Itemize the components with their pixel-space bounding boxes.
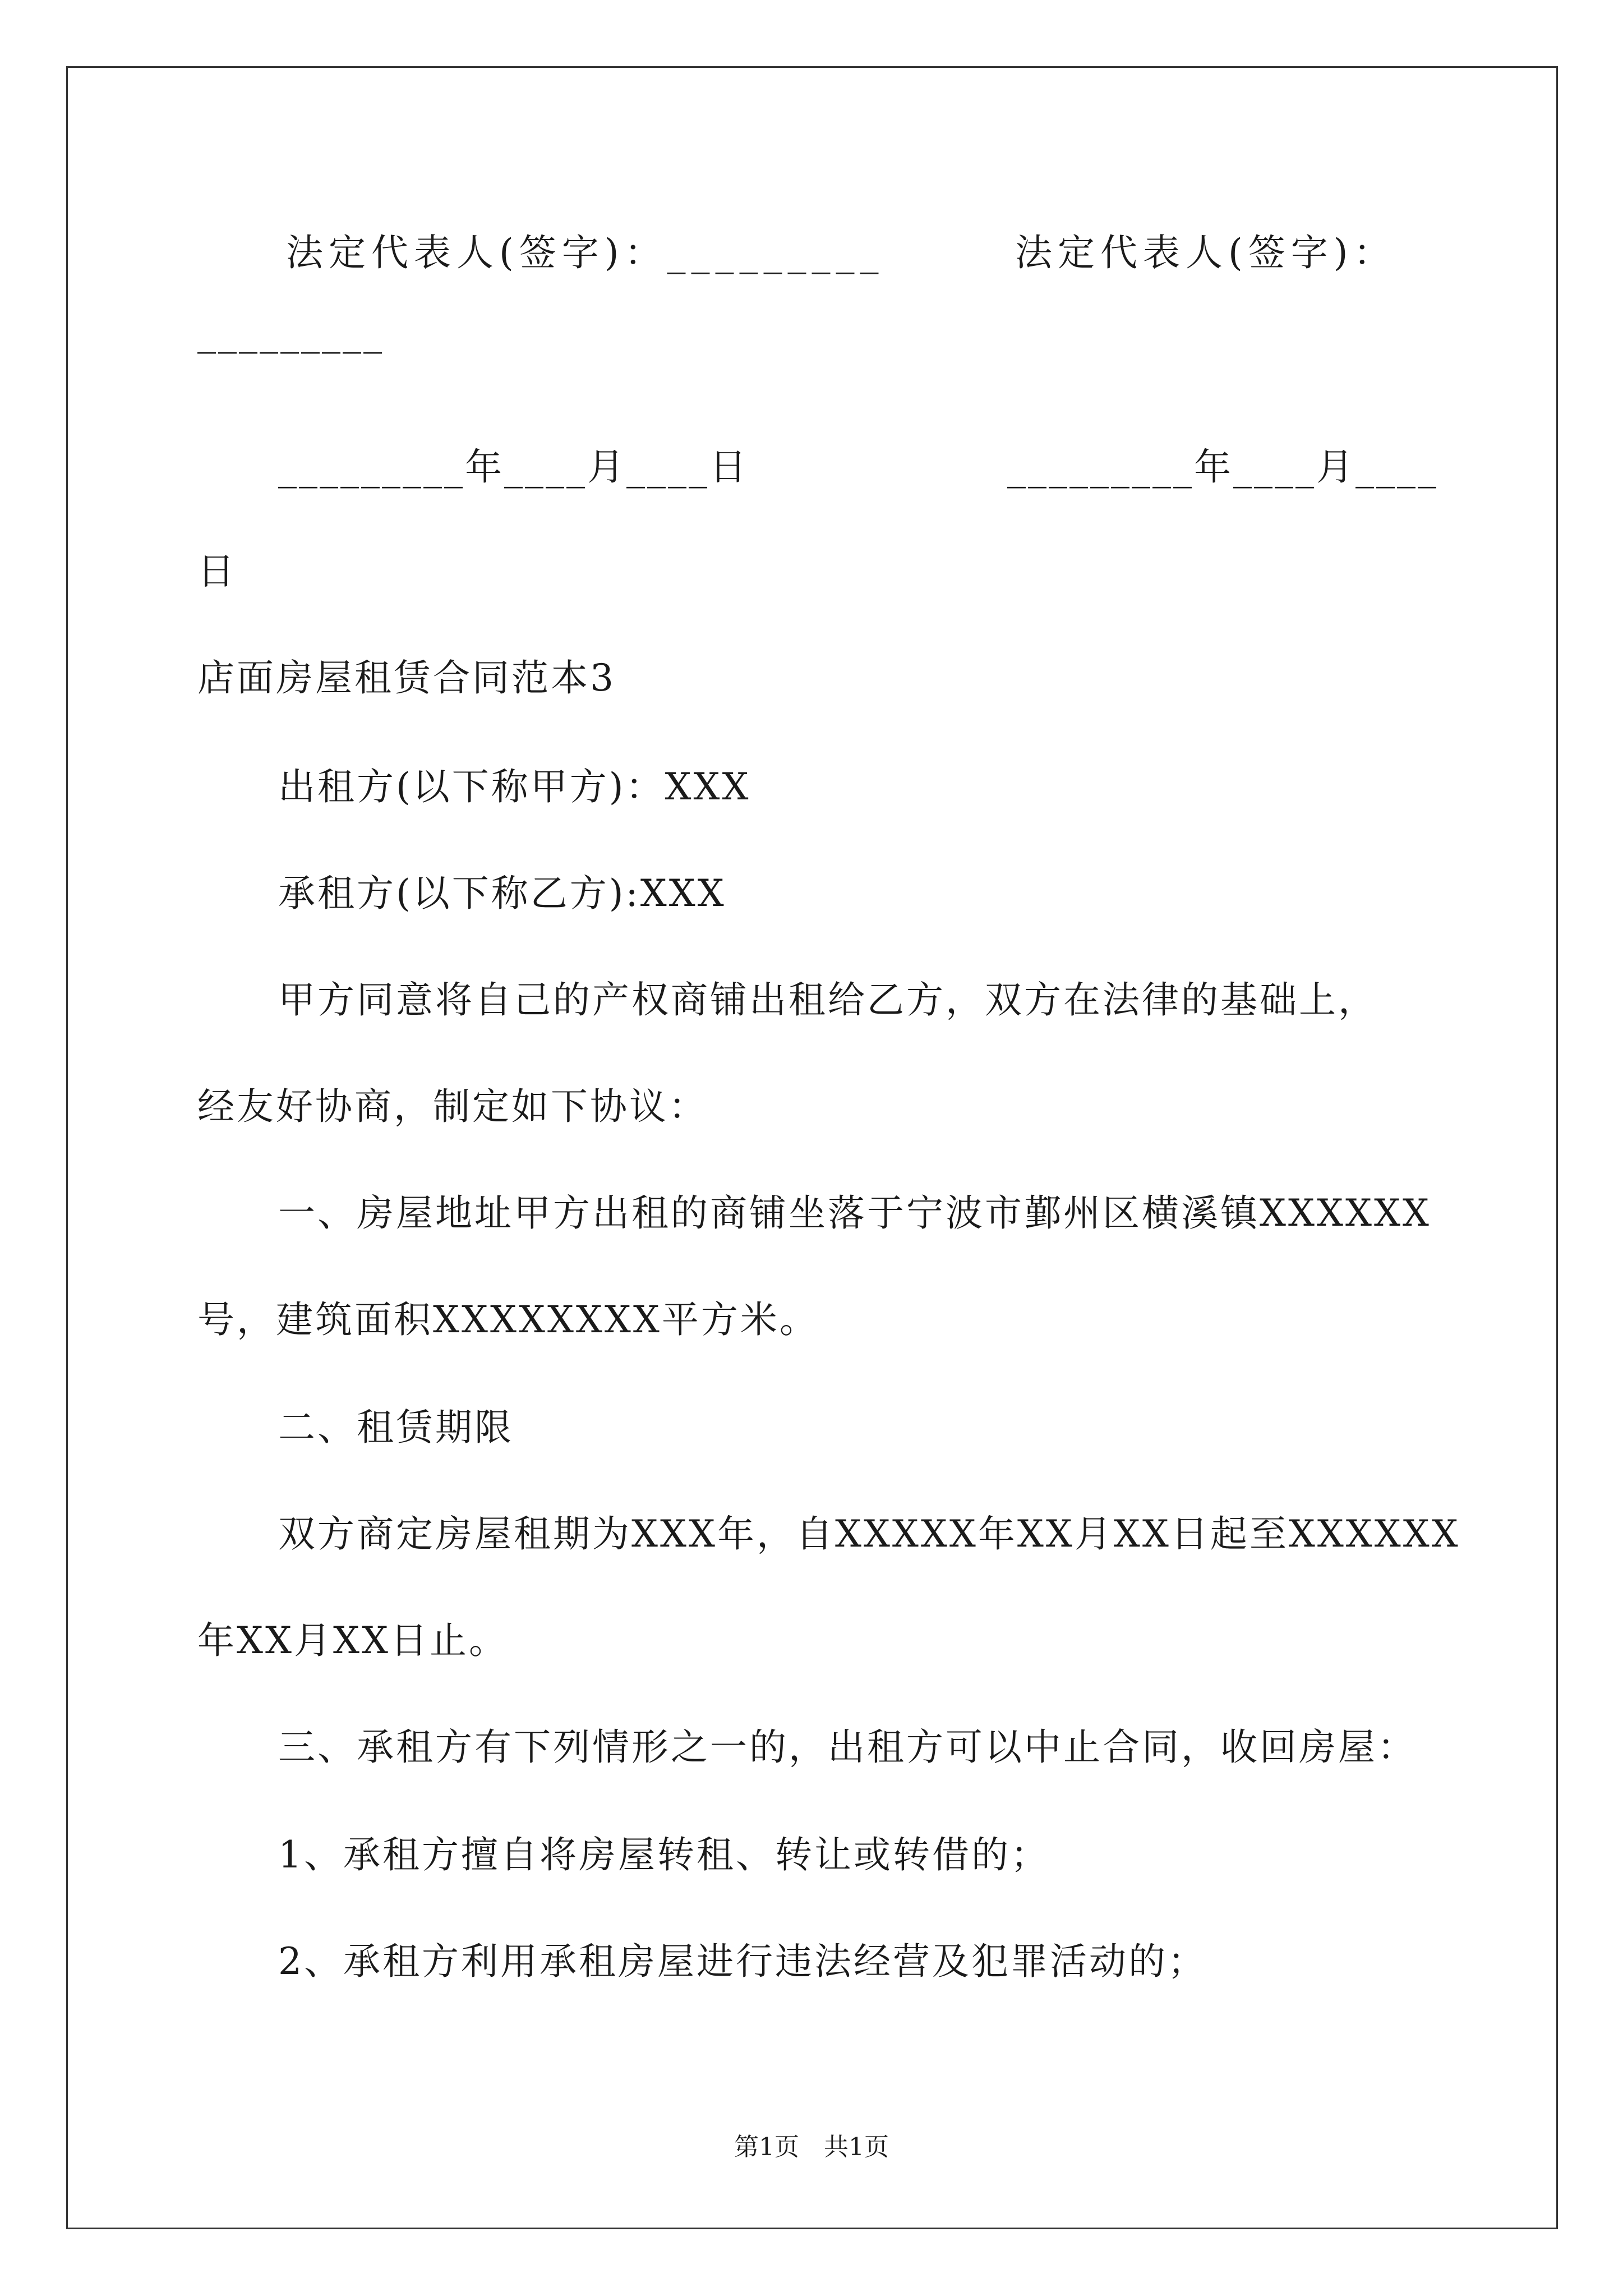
page-footer: 第1页 共1页	[734, 2133, 889, 2161]
clause-3-heading: 三、承租方有下列情形之一的，出租方可以中止合同，收回房屋：	[278, 1726, 1417, 1769]
clause-2-line-1: 双方商定房屋租期为XXX年，自XXXXX年XX月XX日起至XXXXXX	[278, 1512, 1460, 1556]
signature-line-party-a: 法定代表人(签字)：_________	[286, 231, 884, 274]
date-line-party-a: _________年____月____日	[278, 445, 749, 489]
page-border	[66, 66, 1558, 2229]
contract-title: 店面房屋租赁合同范本3	[197, 656, 616, 700]
lessor-line: 出租方(以下称甲方)：XXX	[278, 765, 751, 808]
clause-3-item-2: 2、承租方利用承租房屋进行违法经营及犯罪活动的；	[278, 1940, 1207, 1983]
intro-paragraph-line-2: 经友好协商，制定如下协议：	[197, 1085, 708, 1128]
intro-paragraph-line-1: 甲方同意将自己的产权商铺出租给乙方，双方在法律的基础上，	[278, 978, 1377, 1022]
signature-blank-party-b: _________	[197, 311, 384, 354]
clause-2-line-2: 年XX月XX日止。	[197, 1619, 508, 1662]
signature-line-party-b: 法定代表人(签字)：	[1015, 231, 1396, 274]
date-line-party-b-day: 日	[197, 550, 237, 593]
lessee-line: 承租方(以下称乙方):XXX	[278, 872, 726, 915]
clause-1-line-2: 号，建筑面积XXXXXXXX平方米。	[197, 1298, 819, 1341]
date-line-party-b: _________年____月____	[1007, 445, 1438, 489]
clause-2-heading: 二、租赁期限	[278, 1406, 514, 1449]
clause-1-line-1: 一、房屋地址甲方出租的商铺坐落于宁波市鄞州区横溪镇XXXXXX	[278, 1191, 1431, 1235]
clause-3-item-1: 1、承租方擅自将房屋转租、转让或转借的；	[278, 1833, 1050, 1876]
